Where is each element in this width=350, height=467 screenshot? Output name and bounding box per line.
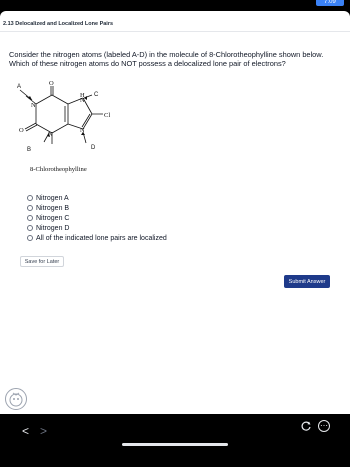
option-label: Nitrogen B (36, 204, 70, 212)
pointer-label-a: A (17, 84, 22, 90)
home-indicator[interactable] (122, 443, 228, 446)
option-all-localized[interactable] (27, 233, 167, 243)
radio-button[interactable] (27, 215, 33, 221)
mascot-icon[interactable] (5, 388, 27, 410)
option-nitrogen-b[interactable] (27, 203, 167, 213)
option-label: Nitrogen A (36, 194, 69, 202)
pointer-label-d: D (91, 145, 96, 151)
nitrogen-d-atom: N (80, 127, 85, 134)
submit-answer-button[interactable]: Submit Answer (284, 275, 330, 288)
battery-indicator: 7:09 (316, 0, 344, 6)
forward-arrow-icon[interactable]: > (40, 424, 48, 438)
save-for-later-button[interactable]: Save for Later (20, 256, 64, 267)
option-label: Nitrogen D (36, 224, 70, 232)
oxygen-top-label: O (49, 80, 54, 87)
option-nitrogen-a[interactable] (27, 193, 167, 203)
option-nitrogen-d[interactable] (27, 223, 167, 233)
nitrogen-b-atom: N (48, 131, 53, 138)
oxygen-left-label: O (19, 127, 24, 134)
back-arrow-icon[interactable]: < (22, 424, 30, 438)
option-nitrogen-c[interactable] (27, 213, 167, 223)
header-divider (0, 31, 350, 32)
pointer-label-b: B (27, 147, 32, 153)
more-options-icon[interactable]: ⋯ (320, 421, 328, 430)
reload-icon[interactable] (300, 420, 312, 432)
radio-button[interactable] (27, 235, 33, 241)
question-text: Consider the nitrogen atoms (labeled A-D) in the molecule of 8-Chlorotheophylline shown below. Which of these nitrogen atoms do NOT possess a delocalized lone pair of electrons? (9, 50, 324, 68)
chlorine-label: Cl (104, 112, 111, 119)
radio-button[interactable] (27, 205, 33, 211)
option-label: All of the indicated lone pairs are localized (36, 234, 167, 242)
option-label: Nitrogen C (36, 214, 70, 222)
section-title: 2.13 Delocalized and Localized Lone Pairs (3, 21, 114, 27)
nitrogen-a-atom: N (31, 102, 36, 109)
nitrogen-c-atom: N (80, 97, 85, 104)
radio-button[interactable] (27, 225, 33, 231)
browser-screen (0, 11, 350, 414)
radio-button[interactable] (27, 195, 33, 201)
molecule-name: 8-Chlorotheophylline (30, 166, 87, 173)
hydrogen-label: H (80, 92, 85, 99)
pointer-label-c: C (94, 92, 99, 98)
answer-options (27, 193, 167, 243)
